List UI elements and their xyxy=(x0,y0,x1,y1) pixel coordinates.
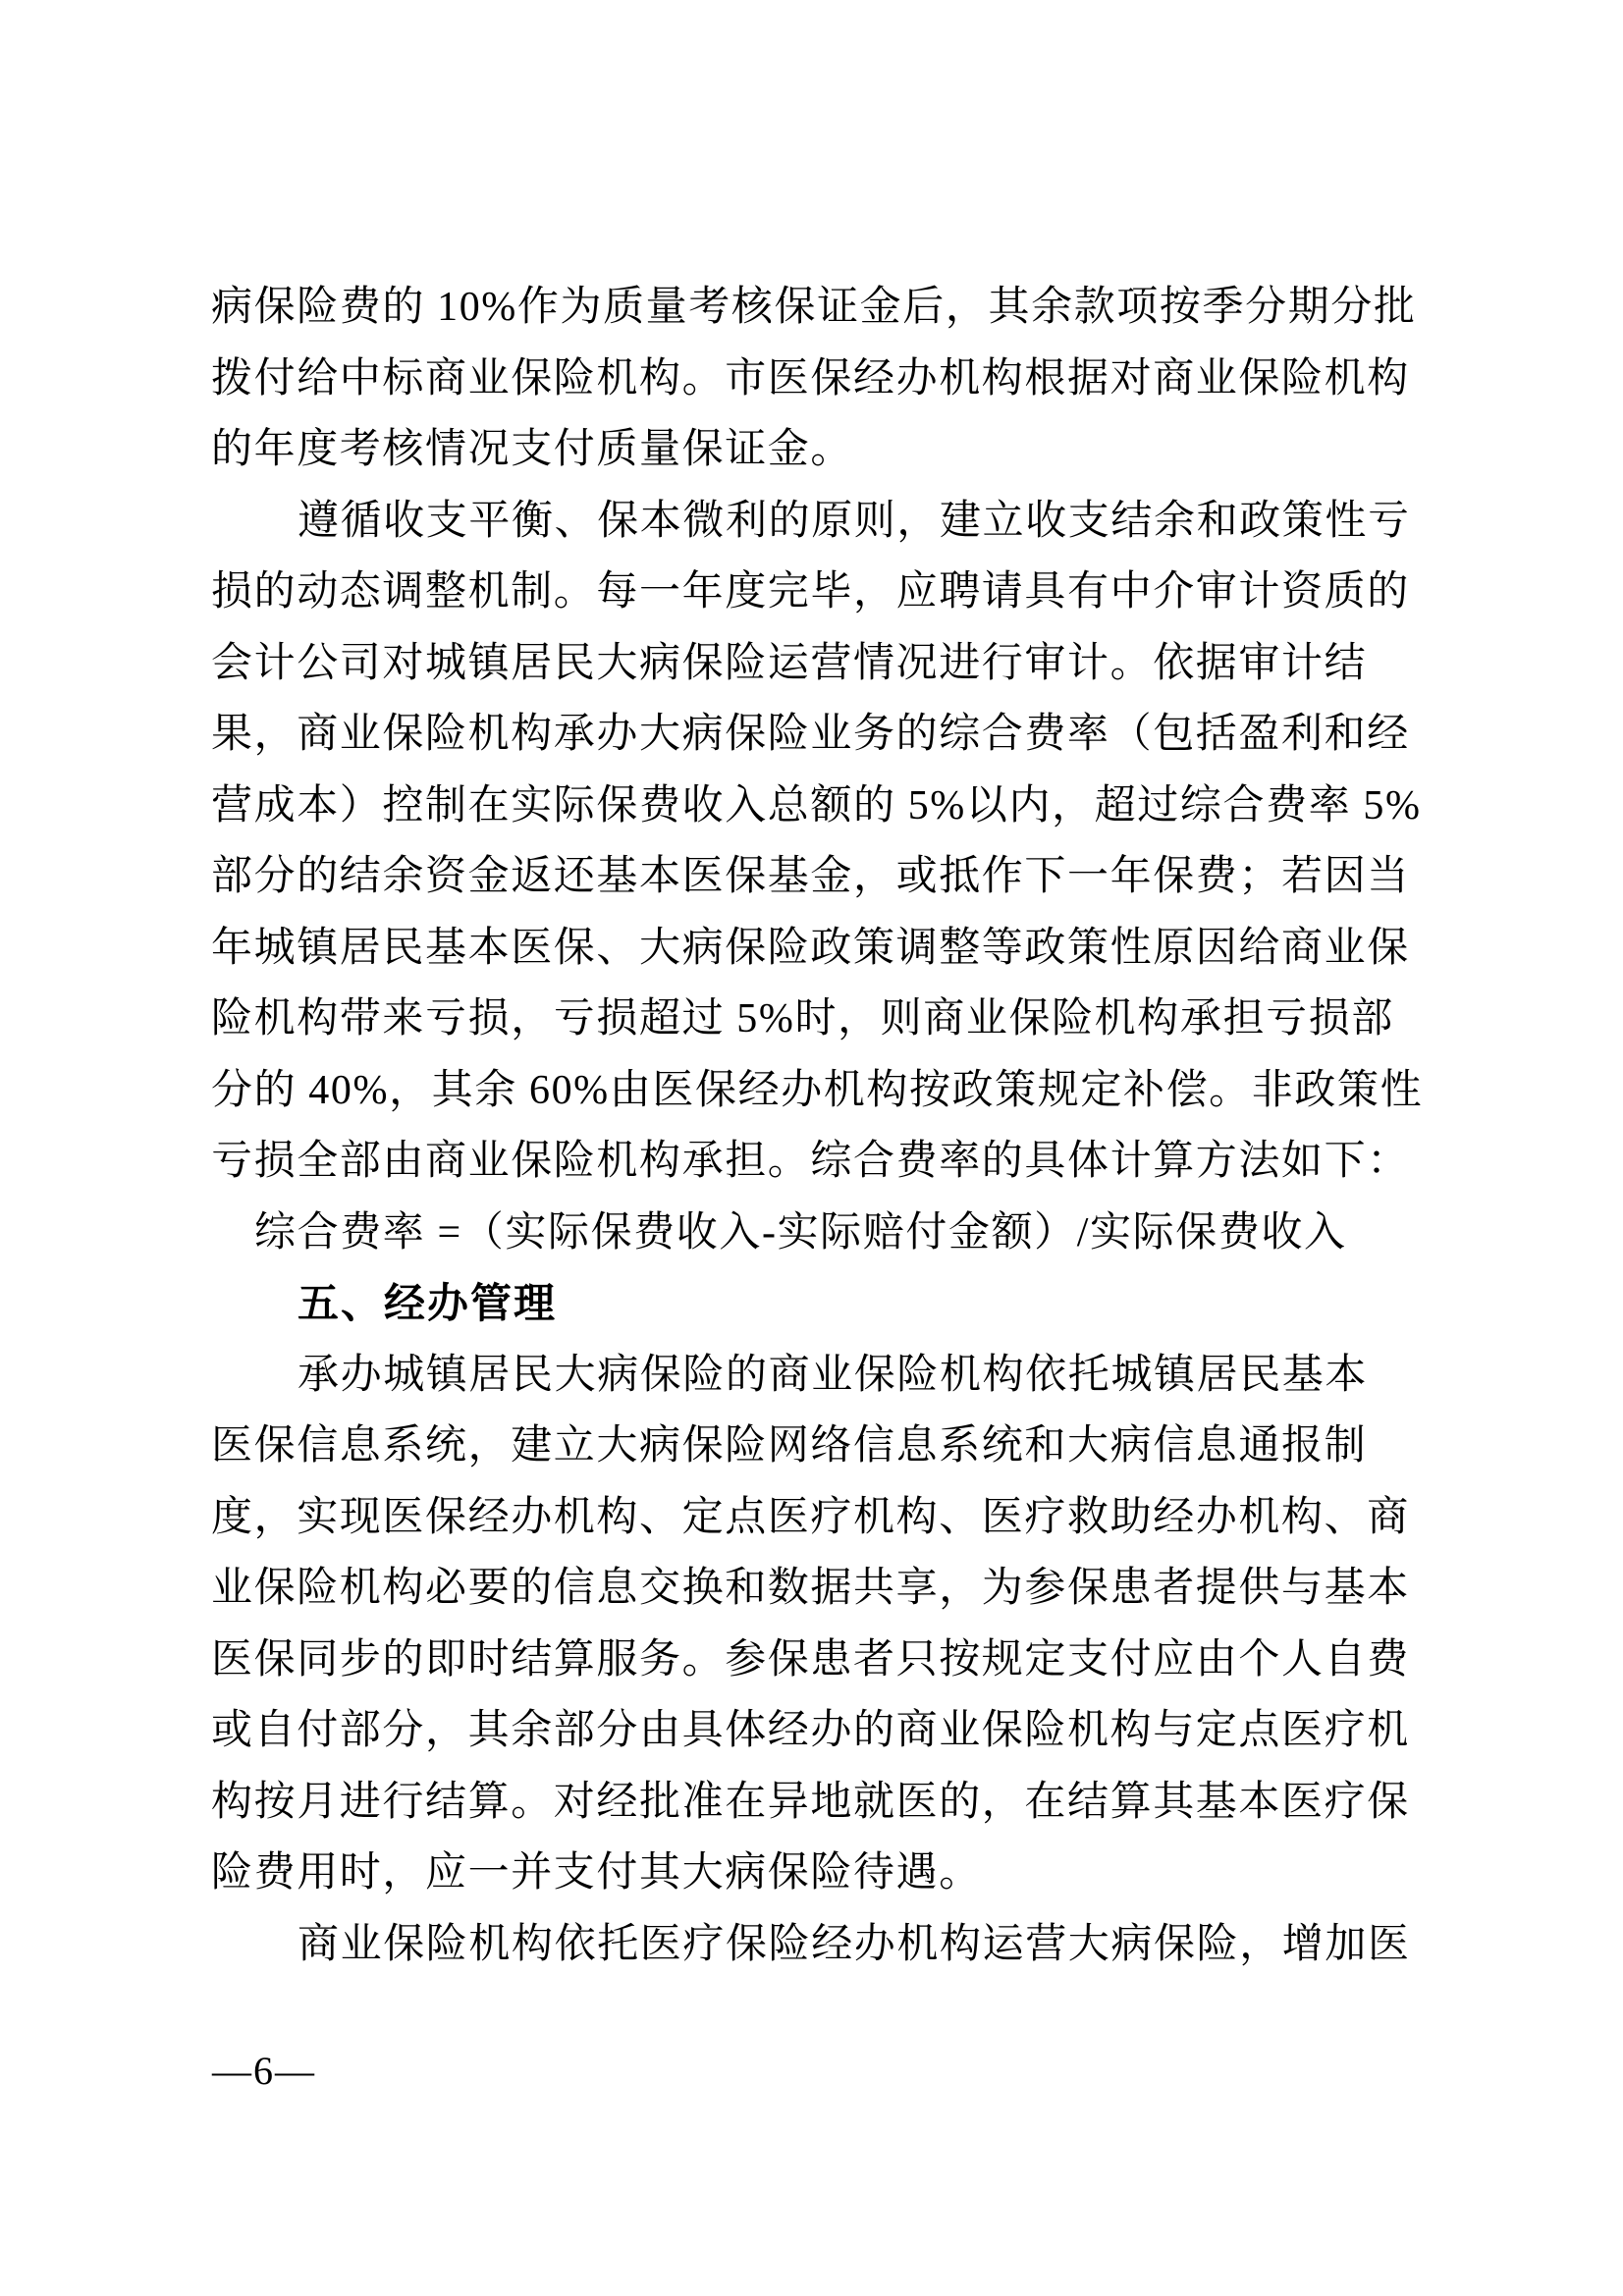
text-line: 险费用时，应一并支付其大病保险待遇。 xyxy=(211,1850,982,1896)
page-number: —6— xyxy=(212,2049,316,2093)
text-line: 遵循收支平衡、保本微利的原则，建立收支结余和政策性亏 xyxy=(298,498,1411,544)
text-line: 险机构带来亏损，亏损超过 5%时，则商业保险机构承担亏损部 xyxy=(211,996,1394,1041)
text-line: 会计公司对城镇居民大病保险运营情况进行审计。依据审计结 xyxy=(211,640,1368,686)
text-line: 业保险机构必要的信息交换和数据共享，为参保患者提供与基本 xyxy=(211,1566,1410,1611)
text-line: 度，实现医保经办机构、定点医疗机构、医疗救助经办机构、商 xyxy=(211,1494,1410,1540)
text-line: 果，商业保险机构承办大病保险业务的综合费率（包括盈利和经 xyxy=(211,712,1410,757)
text-line: 年城镇居民基本医保、大病保险政策调整等政策性原因给商业保 xyxy=(211,925,1410,971)
text-line: 商业保险机构依托医疗保险经办机构运营大病保险，增加医 xyxy=(298,1921,1411,1967)
text-line: 拨付给中标商业保险机构。市医保经办机构根据对商业保险机构 xyxy=(211,355,1410,401)
text-line: 医保信息系统，建立大病保险网络信息系统和大病信息通报制 xyxy=(211,1423,1368,1468)
text-line: 病保险费的 10%作为质量考核保证金后，其余款项按季分期分批 xyxy=(211,285,1417,330)
section-heading: 五、经办管理 xyxy=(298,1280,558,1326)
text-line: 亏损全部由商业保险机构承担。综合费率的具体计算方法如下： xyxy=(211,1139,1410,1184)
text-line: 损的动态调整机制。每一年度完毕，应聘请具有中介审计资质的 xyxy=(211,569,1410,614)
text-line: 部分的结余资金返还基本医保基金，或抵作下一年保费；若因当 xyxy=(211,854,1410,899)
text-line: 营成本）控制在实际保费收入总额的 5%以内，超过综合费率 5% xyxy=(211,782,1422,828)
text-block xyxy=(211,272,1424,1980)
text-line: 或自付部分，其余部分由具体经办的商业保险机构与定点医疗机 xyxy=(211,1708,1410,1753)
text-line: 构按月进行结算。对经批准在异地就医的，在结算其基本医疗保 xyxy=(211,1779,1410,1825)
text-line: 分的 40%，其余 60%由医保经办机构按政策规定补偿。非政策性 xyxy=(211,1067,1424,1113)
text-line: 综合费率 =（实际保费收入-实际赔付金额）/实际保费收入 xyxy=(254,1209,1347,1255)
text-line: 医保同步的即时结算服务。参保患者只按规定支付应由个人自费 xyxy=(211,1636,1410,1682)
text-line: 承办城镇居民大病保险的商业保险机构依托城镇居民基本 xyxy=(298,1352,1369,1398)
text-line: 的年度考核情况支付质量保证金。 xyxy=(211,427,854,472)
